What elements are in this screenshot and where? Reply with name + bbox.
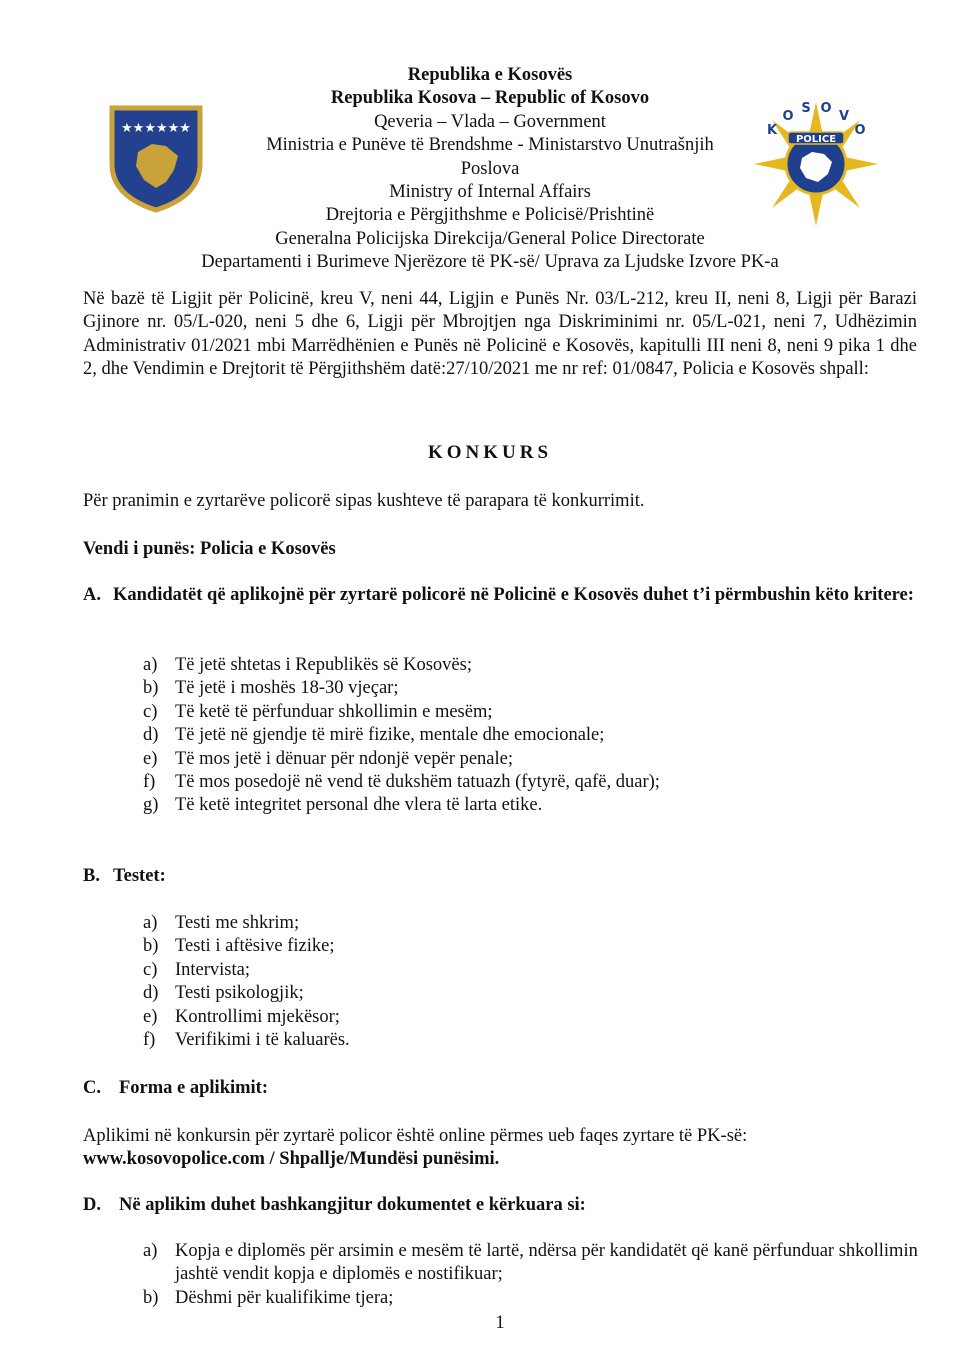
section-b-tests-list xyxy=(143,912,923,1052)
list-item: g) Të ketë integritet personal dhe vlera të larta etike. xyxy=(143,795,543,816)
list-item: b) Testi i aftësive fizike; xyxy=(143,936,335,957)
section-a-heading xyxy=(83,584,917,607)
kosovo-letter: O xyxy=(782,109,794,124)
page-number: 1 xyxy=(495,1313,505,1333)
header-line: Republika Kosova – Republic of Kosovo xyxy=(330,88,650,109)
list-item: e) Të mos jetë i dënuar për ndonjë vepër penale; xyxy=(143,748,513,769)
header-line: Qeveria – Vlada – Government xyxy=(374,111,606,132)
header-line: Poslova xyxy=(460,158,520,179)
section-letter: A. xyxy=(83,585,101,605)
section-heading-text: Në aplikim duhet bashkangjitur dokumentet e kërkuara si: xyxy=(119,1195,586,1215)
header-line: Ministria e Punëve të Brendshme - Ministarstvo Unutrašnjih xyxy=(266,135,714,156)
police-banner-text: POLICE xyxy=(795,134,837,145)
list-item: f) Të mos posedojë në vend të dukshëm tatuazh (fytyrë, qafë, duar); xyxy=(143,772,660,793)
application-form-description: Aplikimi në konkursin për zyrtarë policor është online përmes ueb faqes zyrtare të PK-së: xyxy=(83,1126,748,1146)
section-d-heading xyxy=(83,1194,917,1217)
list-item: a) Testi me shkrim; xyxy=(143,913,300,933)
header-line: Departamenti i Burimeve Njerëzore të PK-së/ Uprava za Ljudske Izvore PK-a xyxy=(201,252,779,273)
section-heading-text: Forma e aplikimit: xyxy=(119,1078,269,1098)
section-a-criteria-list xyxy=(143,654,923,818)
page-title: KONKURS xyxy=(427,442,553,463)
document-header xyxy=(150,64,830,275)
kosovo-letter: O xyxy=(820,101,832,116)
list-item: c) Intervista; xyxy=(143,959,251,980)
section-heading-text: Testet: xyxy=(113,866,166,886)
section-b-heading xyxy=(83,865,917,888)
list-item: c) Të ketë të përfunduar shkollimin e mesëm; xyxy=(143,701,493,722)
list-item: f) Verifikimi i të kaluarës. xyxy=(143,1030,350,1051)
list-item: d) Testi psikologjik; xyxy=(143,983,304,1004)
header-line: Ministry of Internal Affairs xyxy=(389,182,591,203)
svg-text:★★★★★★: ★★★★★★ xyxy=(121,121,191,136)
list-item: b) Dëshmi për kualifikime tjera; xyxy=(143,1287,394,1308)
list-item: e) Kontrollimi mjekësor; xyxy=(143,1006,340,1027)
list-item: a) Kopja e diplomës për arsimin e mesëm të lartë, ndërsa për kandidatët që kanë përfunduar shkollimin jashtë vendit kopja e diplomës e nostifikuar; xyxy=(143,1241,918,1285)
list-item: a) Të jetë shtetas i Republikës së Kosovës; xyxy=(143,655,472,675)
workplace-text: Vendi i punës: Policia e Kosovës xyxy=(83,539,336,559)
kosovo-letter: V xyxy=(838,109,850,124)
section-letter: D. xyxy=(83,1195,101,1215)
list-item: d) Të jetë në gjendje të mirë fizike, mentale dhe emocionale; xyxy=(143,725,605,746)
kosovo-letter: K xyxy=(766,123,778,138)
application-form-text xyxy=(83,1125,917,1172)
legal-basis-paragraph: Në bazë të Ligjit për Policinë, kreu V, neni 44, Ligjin e Punës Nr. 03/L-212, kreu II, neni 8, Ligji për Barazi Gjinore nr. 05/L-020, neni 5 dhe 6, Ligji për Mbrojtjen nga Diskriminimi nr. 05/L-021, neni 7, Udhëzimin Administrativ 01/2021 mbi Marrëdhënien e Punës në Policinë e Kosovës, kapitulli III neni 8, neni 9 pika 1 dhe 2, dhe Vendimin e Drejtorit të Përgjithshëm datë:27/10/2021 me nr ref: 01/0847, Policia e Kosovës shpall: xyxy=(83,289,917,380)
section-letter: B. xyxy=(83,866,100,886)
purpose-text: Për pranimin e zyrtarëve policorë sipas kushteve të parapara të konkurrimit. xyxy=(83,491,645,511)
section-d-documents-list xyxy=(143,1240,923,1310)
section-letter: C. xyxy=(83,1078,101,1098)
header-line: Generalna Policijska Direkcija/General Police Directorate xyxy=(275,228,705,249)
kosovo-letter: O xyxy=(854,123,866,138)
section-c-heading xyxy=(83,1077,917,1100)
police-website-link[interactable]: www.kosovopolice.com / Shpallje/Mundësi punësimi. xyxy=(83,1149,500,1170)
section-heading-text: Kandidatët që aplikojnë për zyrtarë policorë në Policinë e Kosovës duhet t’i përmbushin këto kritere: xyxy=(113,585,914,605)
kosovo-letter: S xyxy=(801,101,811,116)
list-item: b) Të jetë i moshës 18-30 vjeçar; xyxy=(143,678,399,699)
header-line: Drejtoria e Përgjithshme e Policisë/Prishtinë xyxy=(325,205,655,226)
header-line: Republika e Kosovës xyxy=(407,65,573,85)
